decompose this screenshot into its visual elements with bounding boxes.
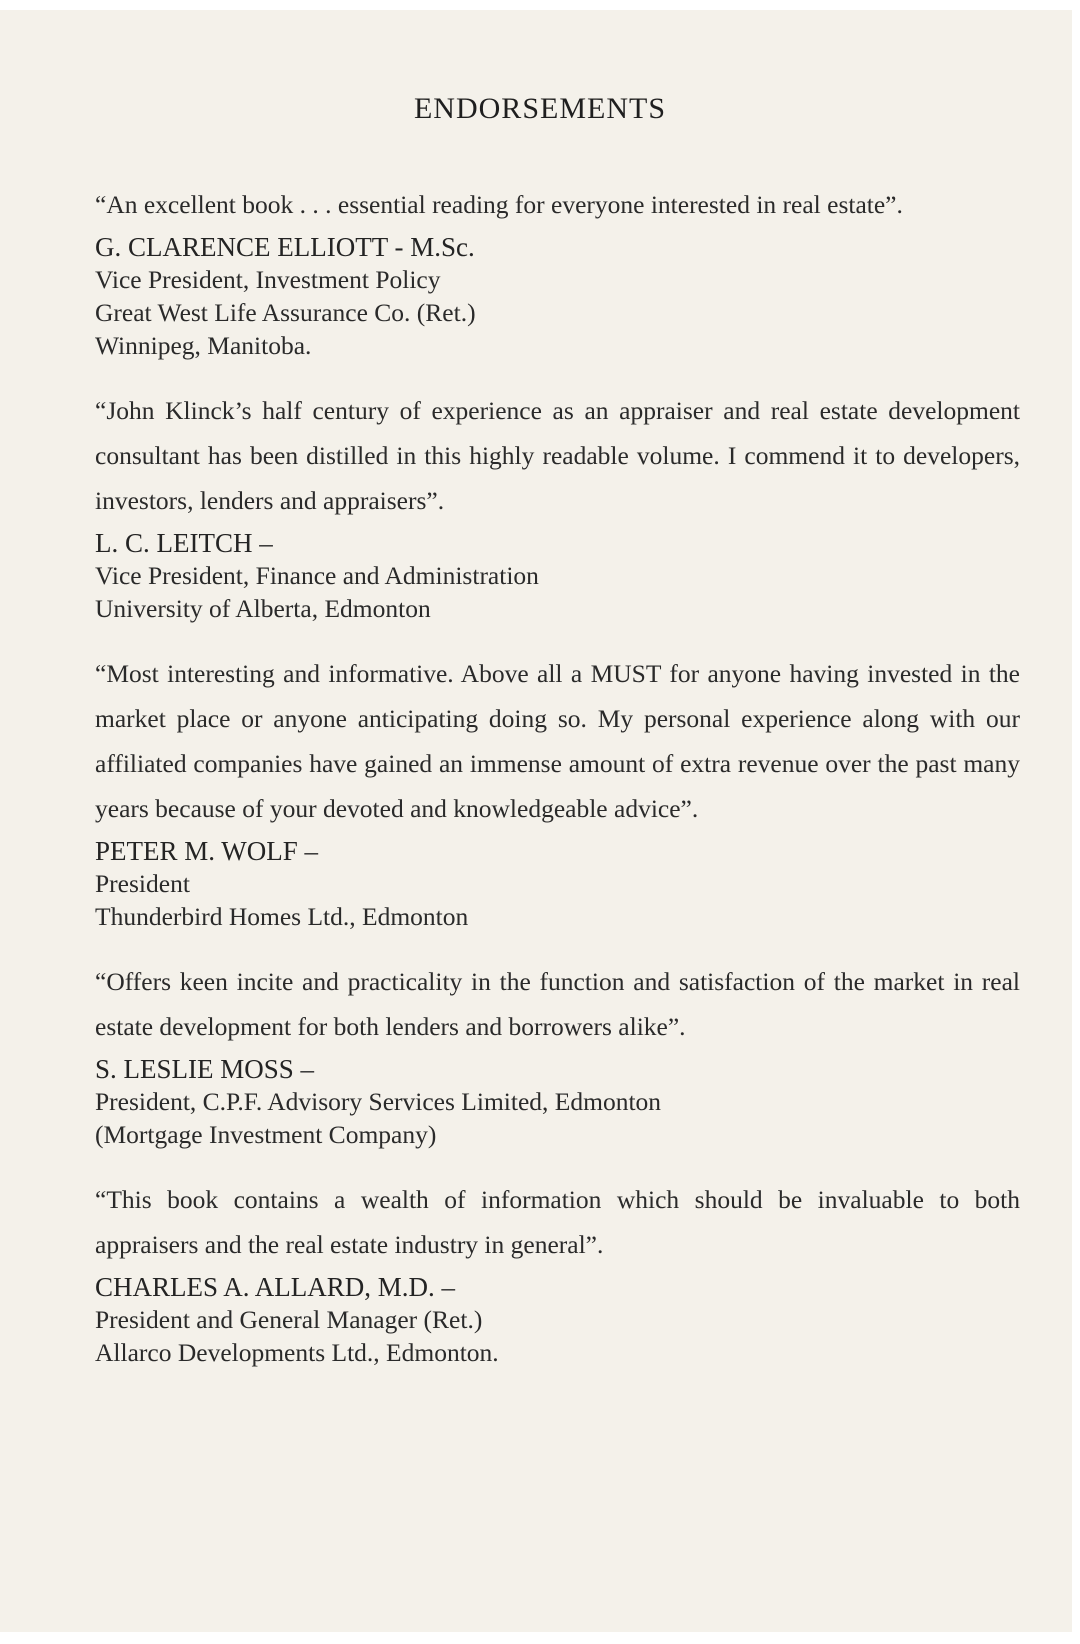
endorser-name: L. C. LEITCH –	[95, 528, 273, 558]
page-edge-top	[0, 0, 1080, 10]
page-edge-bottom	[0, 1632, 1080, 1644]
endorser-position: President and General Manager (Ret.)	[95, 1305, 483, 1334]
endorsement-allard	[95, 1177, 1020, 1369]
endorsement-quote: “Most interesting and informative. Above all a MUST for anyone having invested in the market place or anyone anticipating doing so. My personal experience along with our affiliated companies have gained an immense amount of extra revenue over the past many years because of your devoted and knowledgeable advice”.	[95, 659, 1020, 823]
endorser-organization: University of Alberta, Edmonton	[95, 594, 431, 623]
endorsement-quote: “Offers keen incite and practicality in the function and satisfaction of the market in real estate development for both lenders and borrowers alike”.	[95, 967, 1020, 1041]
endorsement-elliott	[95, 182, 1020, 362]
endorser-position: President	[95, 869, 190, 898]
endorser-organization: (Mortgage Investment Company)	[95, 1120, 437, 1149]
page-title: ENDORSEMENTS	[413, 92, 666, 125]
endorser-position: Vice President, Finance and Administration	[95, 561, 539, 590]
endorser-organization: Allarco Developments Ltd., Edmonton.	[95, 1338, 499, 1367]
endorsement-quote: “John Klinck’s half century of experience as an appraiser and real estate development consultant has been distilled in this highly readable volume. I commend it to developers, investors, lenders and appraisers”.	[95, 396, 1020, 515]
endorser-name: PETER M. WOLF –	[95, 836, 319, 866]
page-edge-right	[1072, 0, 1080, 1644]
endorser-name: S. LESLIE MOSS –	[95, 1054, 315, 1084]
endorser-position: President, C.P.F. Advisory Services Limited, Edmonton	[95, 1087, 662, 1116]
endorser-organization: Thunderbird Homes Ltd., Edmonton	[95, 902, 469, 931]
endorser-position: Vice President, Investment Policy	[95, 265, 441, 294]
endorser-name: G. CLARENCE ELLIOTT - M.Sc.	[95, 232, 475, 262]
endorsement-moss	[95, 959, 1020, 1151]
endorsements-list	[95, 182, 1020, 1395]
endorser-name: CHARLES A. ALLARD, M.D. –	[95, 1272, 456, 1302]
endorsement-quote: “This book contains a wealth of information which should be invaluable to both appraisers and the real estate industry in general”.	[95, 1185, 1020, 1259]
endorsement-quote: “An excellent book . . . essential reading for everyone interested in real estate”.	[95, 190, 903, 219]
endorser-organization: Great West Life Assurance Co. (Ret.)	[95, 298, 476, 327]
endorser-location: Winnipeg, Manitoba.	[95, 331, 312, 360]
endorsement-leitch	[95, 388, 1020, 625]
endorsement-wolf	[95, 651, 1020, 933]
